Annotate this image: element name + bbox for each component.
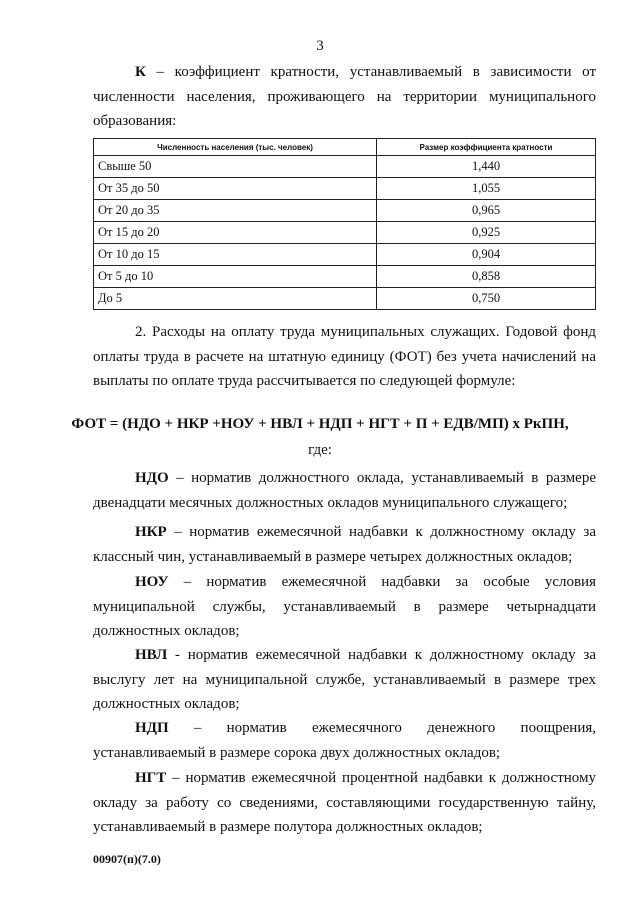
coefficient-k-definition [93,60,596,134]
header-coefficient: Размер коэффициента кратности [377,139,596,156]
table-row [94,156,596,178]
cell-coefficient: 1,055 [377,178,596,200]
table-row [94,288,596,310]
table-row [94,244,596,266]
where-label: где: [308,442,332,458]
term-ndo: НДО [135,470,169,486]
cell-population: От 20 до 35 [94,200,377,222]
definition-ndo [93,466,596,515]
cell-population: От 5 до 10 [94,266,377,288]
cell-coefficient: 0,925 [377,222,596,244]
definition-text: - норматив ежемесячной надбавки к должностному окладу за выслугу лет на муниципальной службе, устанавливаемый в размере трех должностных окладов; [93,647,596,712]
term-nou: НОУ [135,574,169,590]
table-row [94,222,596,244]
term-nkr: НКР [135,524,167,540]
cell-population: Свыше 50 [94,156,377,178]
section-2-paragraph: 2. Расходы на оплату труда муниципальных служащих. Годовой фонд оплаты труда в расчете на штатную единицу (ФОТ) без учета начислений на выплаты по оплате труда рассчитывается по следующей формуле: [93,324,596,389]
definition-ndp [93,716,596,765]
cell-population: От 35 до 50 [94,178,377,200]
page-number: 3 [316,38,324,54]
table-header-row [94,139,596,156]
fot-formula: ФОТ = (НДО + НКР +НОУ + НВЛ + НДП + НГТ + П + ЕДВ/МП) х РкПН, [71,416,569,432]
cell-population: До 5 [94,288,377,310]
table-row [94,200,596,222]
cell-coefficient: 0,750 [377,288,596,310]
definition-nkr [93,520,596,569]
term-k-text: – коэффициент кратности, устанавливаемый в зависимости от численности населения, проживающего на территории муниципального образования: [93,64,596,129]
table-row [94,266,596,288]
definition-text: – норматив должностного оклада, устанавливаемый в размере двенадцати месячных должностных окладов муниципального служащего; [93,470,596,511]
cell-coefficient: 0,965 [377,200,596,222]
term-nvl: НВЛ [135,647,168,663]
definition-text: – норматив ежемесячной надбавки за особые условия муниципальной службы, устанавливаемый в размере четырнадцати должностных окладов; [93,574,596,639]
definition-nou [93,570,596,644]
header-population: Численность населения (тыс. человек) [94,139,377,156]
term-k: К [135,64,146,80]
cell-coefficient: 0,904 [377,244,596,266]
definition-ngt [93,766,596,840]
cell-population: От 10 до 15 [94,244,377,266]
cell-population: От 15 до 20 [94,222,377,244]
definition-text: – норматив ежемесячной надбавки к должностному окладу за классный чин, устанавливаемый в размере четырех должностных окладов; [93,524,596,565]
definition-text: – норматив ежемесячного денежного поощрения, устанавливаемый в размере сорока двух должностных окладов; [93,720,596,761]
table-row [94,178,596,200]
cell-coefficient: 1,440 [377,156,596,178]
term-ndp: НДП [135,720,169,736]
coefficient-table [93,138,596,310]
definition-nvl [93,643,596,717]
cell-coefficient: 0,858 [377,266,596,288]
document-code: 00907(п)(7.0) [93,852,161,866]
term-ngt: НГТ [135,770,167,786]
definition-text: – норматив ежемесячной процентной надбавки к должностному окладу за работу со сведениями, составляющими государственную тайну, устанавливаемый в размере полутора должностных окладов; [93,770,596,835]
